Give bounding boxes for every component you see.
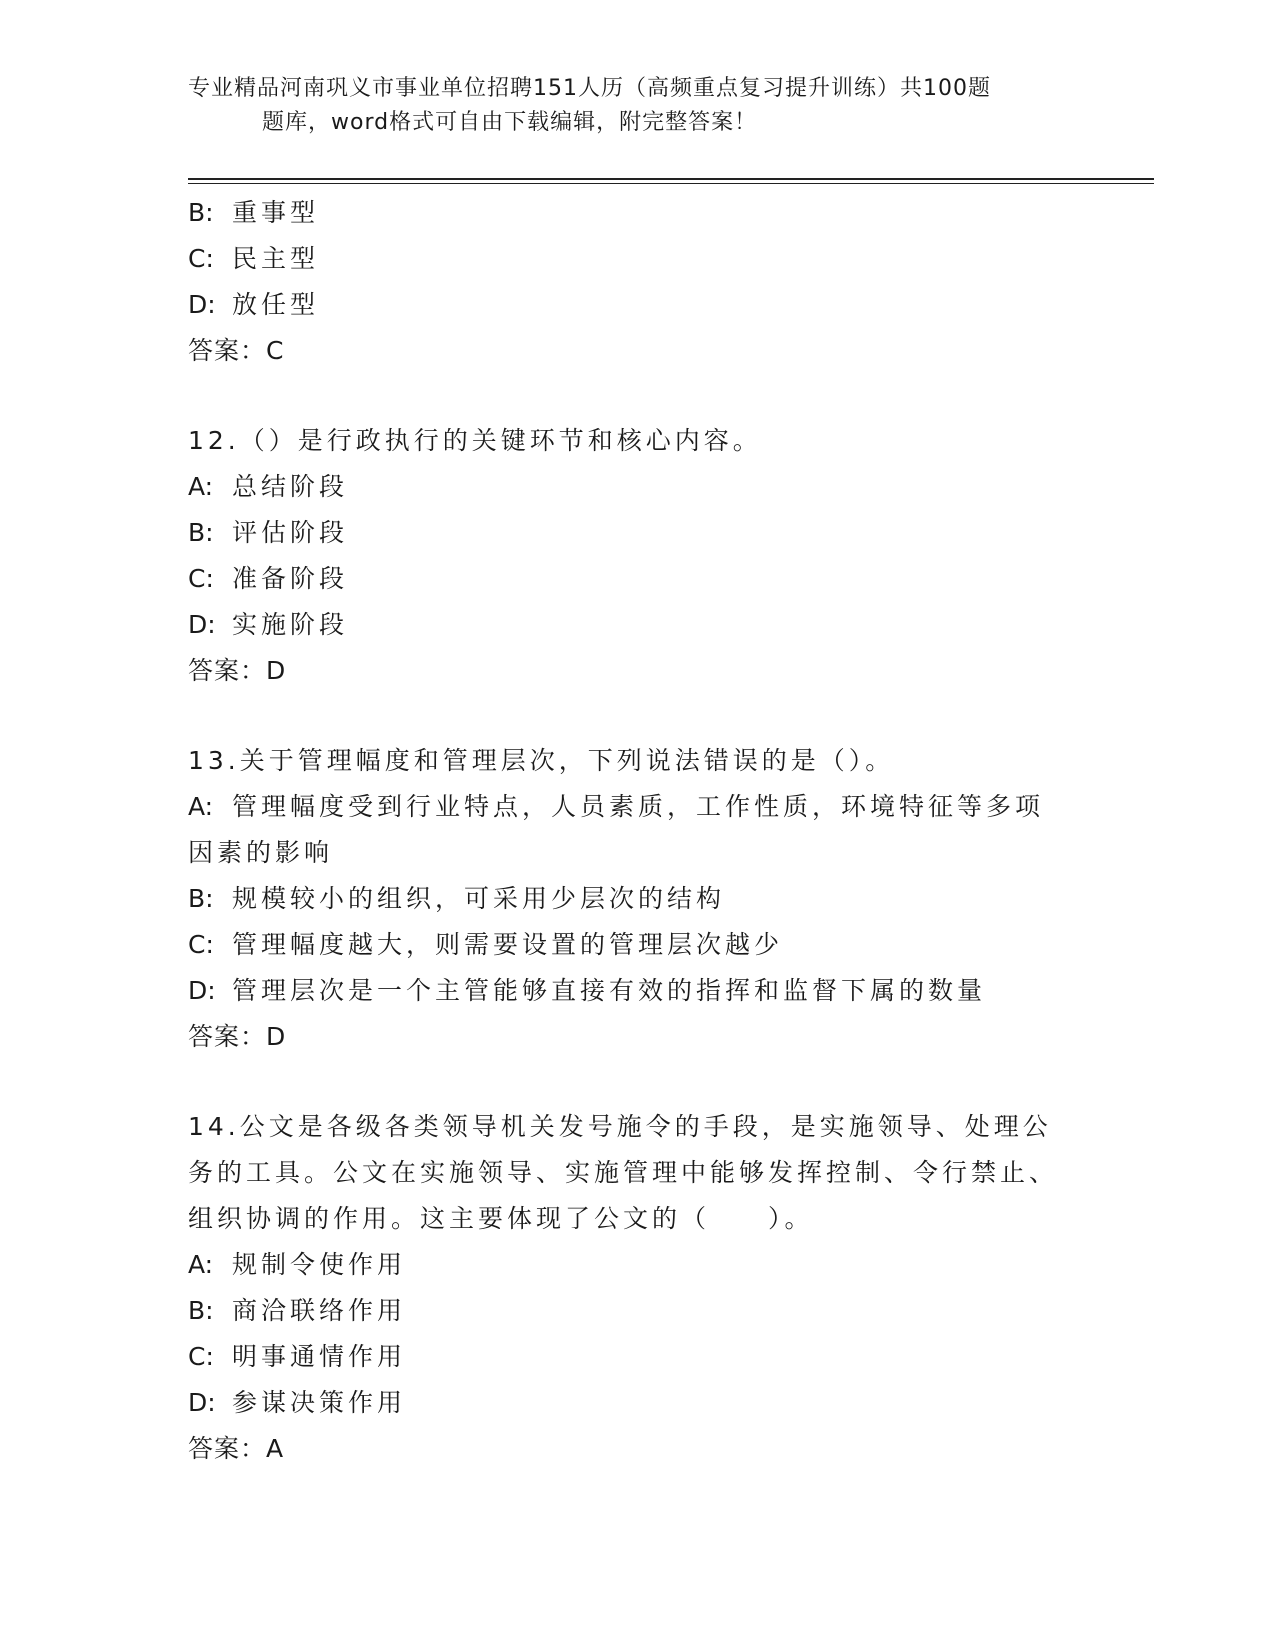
option-key: B: [188,884,214,913]
option-d [188,968,1088,1014]
answer-line: 答案：D [188,656,287,685]
option-text: 规制令使作用 [232,1250,407,1279]
option-b [188,876,1088,922]
header-title-line2: 题库，word格式可自由下载编辑，附完整答案！ [262,110,758,135]
option-text: 管理层次是一个主管能够直接有效的指挥和监督下属的数量 [232,976,987,1005]
answer-line: 答案：D [188,1022,287,1051]
question-stem: 12.（）是行政执行的关键环节和核心内容。 [188,426,762,455]
header-divider-thick [188,178,1154,180]
question-12 [188,418,1088,694]
option-key: B: [188,1296,214,1325]
option-key: A: [188,1250,214,1279]
question-stem: 14.公文是各级各类领导机关发号施令的手段，是实施领导、处理公务的工具。公文在实施领导、实施管理中能够发挥控制、令行禁止、组织协调的作用。这主要体现了公文的（ ）。 [188,1112,1059,1233]
option-a [188,464,1088,510]
answer-line: 答案：A [188,1434,285,1463]
document-header [188,72,1088,140]
option-b [188,1288,1088,1334]
header-title-line1: 专业精品河南巩义市事业单位招聘151人历（高频重点复习提升训练）共100题 [188,76,991,101]
question-stem: 13.关于管理幅度和管理层次，下列说法错误的是（）。 [188,746,895,775]
option-key: D: [188,976,216,1005]
option-text: 民主型 [232,244,320,273]
option-text: 总结阶段 [232,472,349,501]
option-text: 重事型 [232,198,320,227]
option-key: A: [188,792,214,821]
question-13 [188,738,1088,1060]
option-text: 准备阶段 [232,564,349,593]
option-text: 参谋决策作用 [232,1388,407,1417]
prev-question-block [188,190,1088,374]
option-d [188,1380,1088,1426]
option-text: 放任型 [232,290,320,319]
option-d [188,602,1088,648]
answer-line: 答案：C [188,336,285,365]
option-text: 管理幅度受到行业特点，人员素质，工作性质，环境特征等多项因素的影响 [188,792,1045,867]
option-text: 商洽联络作用 [232,1296,407,1325]
option-c [188,1334,1088,1380]
question-14 [188,1104,1088,1472]
option-c [188,922,1088,968]
option-key: C: [188,930,214,959]
option-key: C: [188,244,214,273]
option-key: D: [188,610,216,639]
option-key: C: [188,1342,214,1371]
option-text: 管理幅度越大，则需要设置的管理层次越少 [232,930,784,959]
option-text: 规模较小的组织，可采用少层次的结构 [232,884,726,913]
option-key: C: [188,564,214,593]
option-key: B: [188,198,214,227]
option-b [188,510,1088,556]
option-text: 明事通情作用 [232,1342,407,1371]
option-text: 评估阶段 [232,518,349,547]
header-divider-thin [188,183,1154,184]
option-a [188,784,1048,876]
option-key: D: [188,1388,216,1417]
option-c [188,236,1088,282]
option-a [188,1242,1088,1288]
option-d [188,282,1088,328]
option-key: D: [188,290,216,319]
option-key: B: [188,518,214,547]
question-content [188,190,1088,1472]
option-text: 实施阶段 [232,610,349,639]
option-key: A: [188,472,214,501]
option-c [188,556,1088,602]
option-b [188,190,1088,236]
